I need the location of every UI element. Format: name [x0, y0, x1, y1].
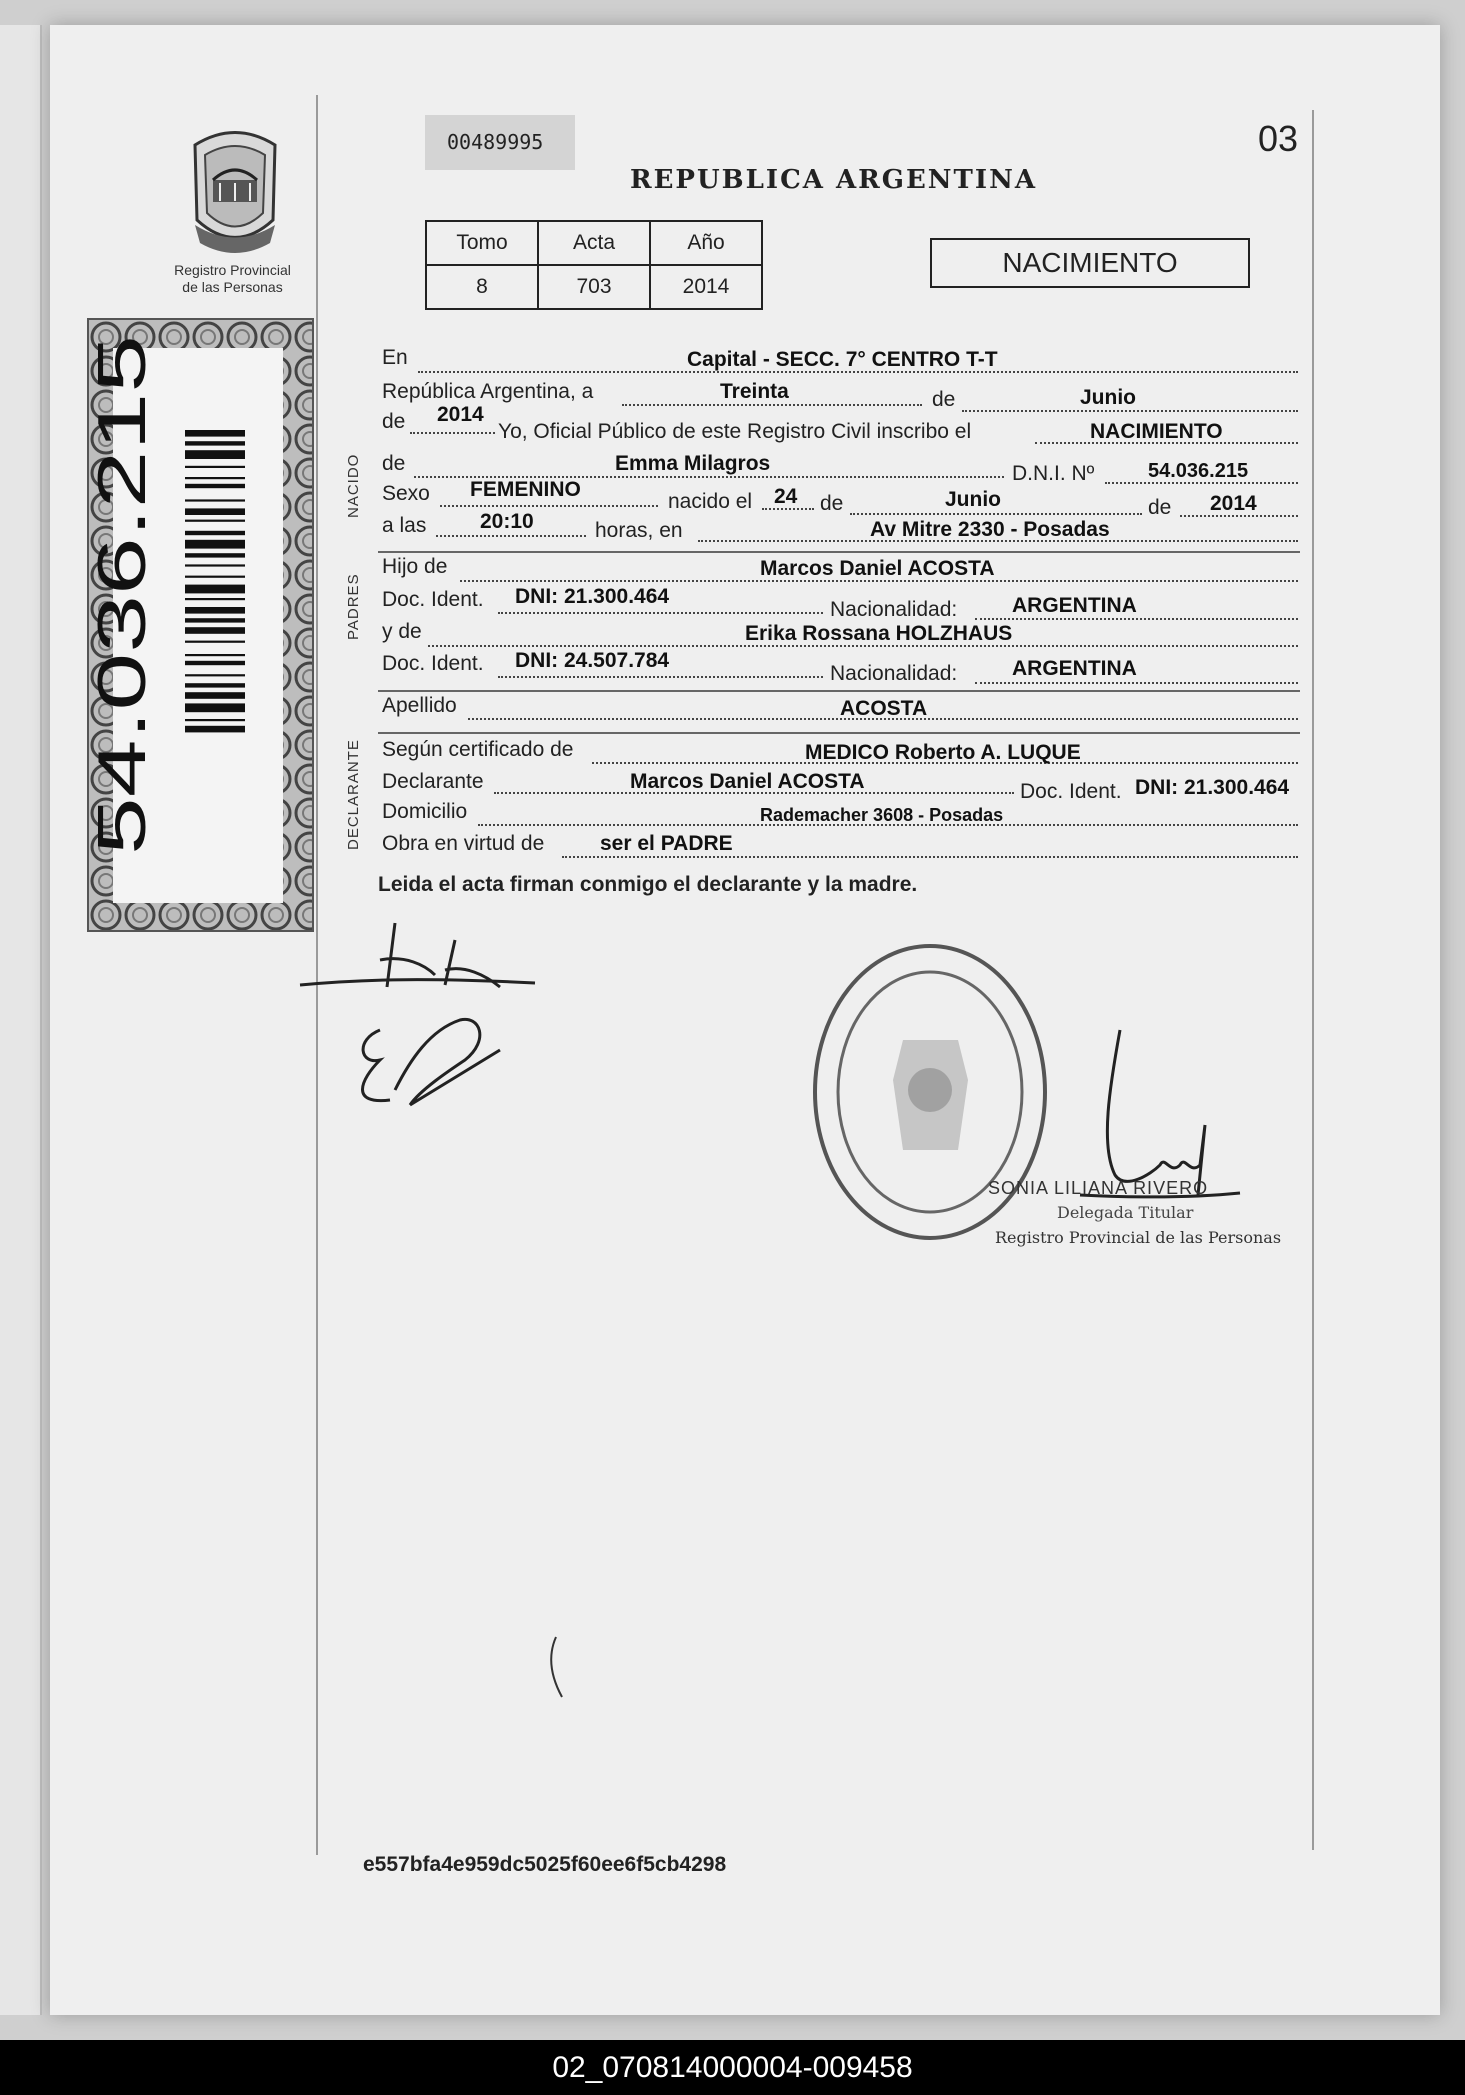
dotted-line: [498, 612, 823, 614]
field-label-alas: a las: [382, 514, 427, 537]
field-value-day: Treinta: [720, 380, 789, 403]
id-number-vertical: [84, 325, 160, 865]
officer-name: SONIA LILIANA RIVERO: [988, 1178, 1209, 1198]
field-value-birth-month: Junio: [945, 488, 1001, 511]
field-value-sex: FEMENINO: [470, 478, 581, 501]
field-label-decl-doc: Doc. Ident.: [1020, 780, 1122, 803]
section-label-padres: PADRES: [345, 573, 362, 640]
barcode-bar: [185, 607, 245, 614]
barcode-bar: [185, 661, 245, 665]
dotted-line: [498, 676, 823, 678]
declarant-signature: [295, 915, 545, 1005]
barcode-bar: [185, 692, 245, 699]
scan-id-bar: 02_070814000004-009458: [0, 2040, 1465, 2095]
page-number: 03: [1258, 118, 1299, 159]
field-value-inscription: NACIMIENTO: [1090, 420, 1223, 443]
registry-logo-caption: [150, 262, 315, 296]
field-value-surname: ACOSTA: [840, 697, 928, 720]
acta-value: 703: [538, 265, 650, 309]
barcode-bar: [185, 499, 245, 501]
registry-volume-table: [425, 220, 763, 310]
barcode-bar: [185, 598, 245, 600]
barcode-bar: [185, 627, 245, 634]
barcode-bar: [185, 641, 245, 643]
barcode-bar: [185, 719, 245, 721]
barcode-bar: [185, 520, 245, 522]
section-label-nacido: NACIDO: [345, 453, 362, 518]
country-title: REPUBLICA ARGENTINA: [630, 165, 1038, 195]
field-label-nacido-de2: de: [1148, 496, 1172, 519]
field-value-father: Marcos Daniel ACOSTA: [760, 557, 995, 580]
field-value-time: 20:10: [480, 510, 534, 533]
barcode-bar: [185, 726, 245, 733]
dotted-line: [410, 432, 495, 434]
field-label-nombre: de: [382, 452, 406, 475]
barcode-bar: [185, 585, 245, 594]
officer-role: Delegada Titular: [1057, 1203, 1194, 1222]
field-label-doc-mother: Doc. Ident.: [382, 652, 484, 675]
field-label-nacido-de: de: [820, 492, 844, 515]
barcode-bar: [185, 618, 245, 622]
field-label-de: de: [932, 388, 956, 411]
field-value-place: Capital - SECC. 7° CENTRO T-T: [687, 348, 998, 371]
barcode-bar: [185, 654, 245, 656]
dotted-line: [436, 535, 586, 537]
field-value-birth-day: 24: [774, 485, 798, 508]
anio-header: Año: [650, 221, 762, 265]
adjacent-page-edge: [0, 25, 42, 2015]
field-value-certificate: MEDICO Roberto A. LUQUE: [805, 741, 1081, 764]
field-label-certificado: Según certificado de: [382, 738, 574, 761]
field-value-birth-place: Av Mitre 2330 - Posadas: [870, 518, 1110, 541]
act-type-box: NACIMIENTO: [930, 238, 1250, 288]
logo-caption-line2: de las Personas: [182, 279, 283, 295]
barcode-bar: [185, 484, 245, 488]
dotted-line: [962, 410, 1298, 412]
barcode-bar: [185, 430, 245, 437]
field-label-obra: Obra en virtud de: [382, 832, 545, 855]
barcode-bar: [185, 441, 245, 445]
acta-header: Acta: [538, 221, 650, 265]
barcode-bar: [185, 450, 245, 459]
section-separator: [378, 732, 1300, 734]
logo-caption-line1: Registro Provincial: [174, 262, 291, 278]
field-value-address: Rademacher 3608 - Posadas: [760, 805, 1004, 825]
mother-signature: [350, 1010, 520, 1120]
section-separator: [378, 551, 1300, 553]
closing-statement: Leida el acta firman conmigo el declarante y la madre.: [378, 873, 918, 896]
barcode-bar: [185, 540, 245, 549]
verification-hash: e557bfa4e959dc5025f60ee6f5cb4298: [363, 1853, 727, 1876]
barcode-bar: [185, 477, 245, 479]
dotted-line: [975, 618, 1298, 620]
stray-pen-mark: [546, 1635, 566, 1700]
registry-official-seal: [808, 940, 1053, 1245]
field-label-apellido: Apellido: [382, 694, 457, 717]
field-label-declarante: Declarante: [382, 770, 484, 793]
field-label-nacido: nacido el: [668, 490, 753, 513]
field-label-nacionalidad: Nacionalidad:: [830, 598, 958, 621]
document-serial-number: 00489995: [425, 115, 575, 170]
field-label-doc: Doc. Ident.: [382, 588, 484, 611]
field-label-en: En: [382, 346, 408, 369]
field-label-nacionalidad-mother: Nacionalidad:: [830, 662, 958, 685]
barcode-bar: [185, 703, 245, 712]
field-label-republica: República Argentina, a: [382, 380, 594, 403]
field-label-horas: horas, en: [595, 519, 683, 542]
field-value-dni: 54.036.215: [1148, 460, 1249, 482]
field-value-father-nationality: ARGENTINA: [1012, 594, 1137, 617]
officer-office: Registro Provincial de las Personas: [995, 1228, 1282, 1247]
field-label-sexo: Sexo: [382, 482, 430, 505]
field-label-domicilio: Domicilio: [382, 800, 468, 823]
field-value-declarant-doc: DNI: 21.300.464: [1135, 776, 1290, 799]
anio-value: 2014: [650, 265, 762, 309]
barcode-bar: [185, 576, 245, 578]
field-label-yde: y de: [382, 620, 422, 643]
dotted-line: [975, 682, 1298, 684]
field-value-reason: ser el PADRE: [600, 832, 733, 855]
field-label-dni: D.N.I. Nº: [1012, 462, 1095, 485]
barcode-bar: [185, 683, 245, 687]
right-margin-rule: [1312, 110, 1314, 1850]
dotted-line: [562, 856, 1298, 858]
section-separator: [378, 690, 1300, 692]
tomo-value: 8: [426, 265, 538, 309]
section-label-declarante: DECLARANTE: [345, 739, 362, 850]
barcode-bar: [185, 508, 245, 515]
field-value-year: 2014: [437, 403, 484, 426]
field-value-child-name: Emma Milagros: [615, 452, 771, 475]
dotted-line: [622, 404, 922, 406]
barcode-bar: [185, 564, 245, 566]
dotted-line: [850, 513, 1142, 515]
officer-statement: Yo, Oficial Público de este Registro Civil inscribo el: [498, 420, 972, 443]
field-value-mother-nationality: ARGENTINA: [1012, 657, 1137, 680]
field-value-father-doc: DNI: 21.300.464: [515, 585, 670, 608]
field-value-birth-year: 2014: [1210, 492, 1257, 515]
field-value-declarant: Marcos Daniel ACOSTA: [630, 770, 865, 793]
barcode-bar: [185, 531, 245, 535]
id-number-text: 54.036.215: [84, 514, 160, 855]
barcode: [185, 430, 245, 810]
field-label-de-year: de: [382, 410, 406, 433]
barcode-bar: [185, 553, 245, 557]
barcode-bar: [185, 674, 245, 676]
field-value-mother-doc: DNI: 24.507.784: [515, 649, 670, 672]
tomo-header: Tomo: [426, 221, 538, 265]
province-coat-of-arms-logo: [175, 125, 295, 265]
dotted-line: [440, 505, 658, 507]
field-value-month: Junio: [1080, 386, 1136, 409]
barcode-bar: [185, 466, 245, 468]
field-value-mother: Erika Rossana HOLZHAUS: [745, 622, 1013, 645]
field-label-hijo: Hijo de: [382, 555, 448, 578]
